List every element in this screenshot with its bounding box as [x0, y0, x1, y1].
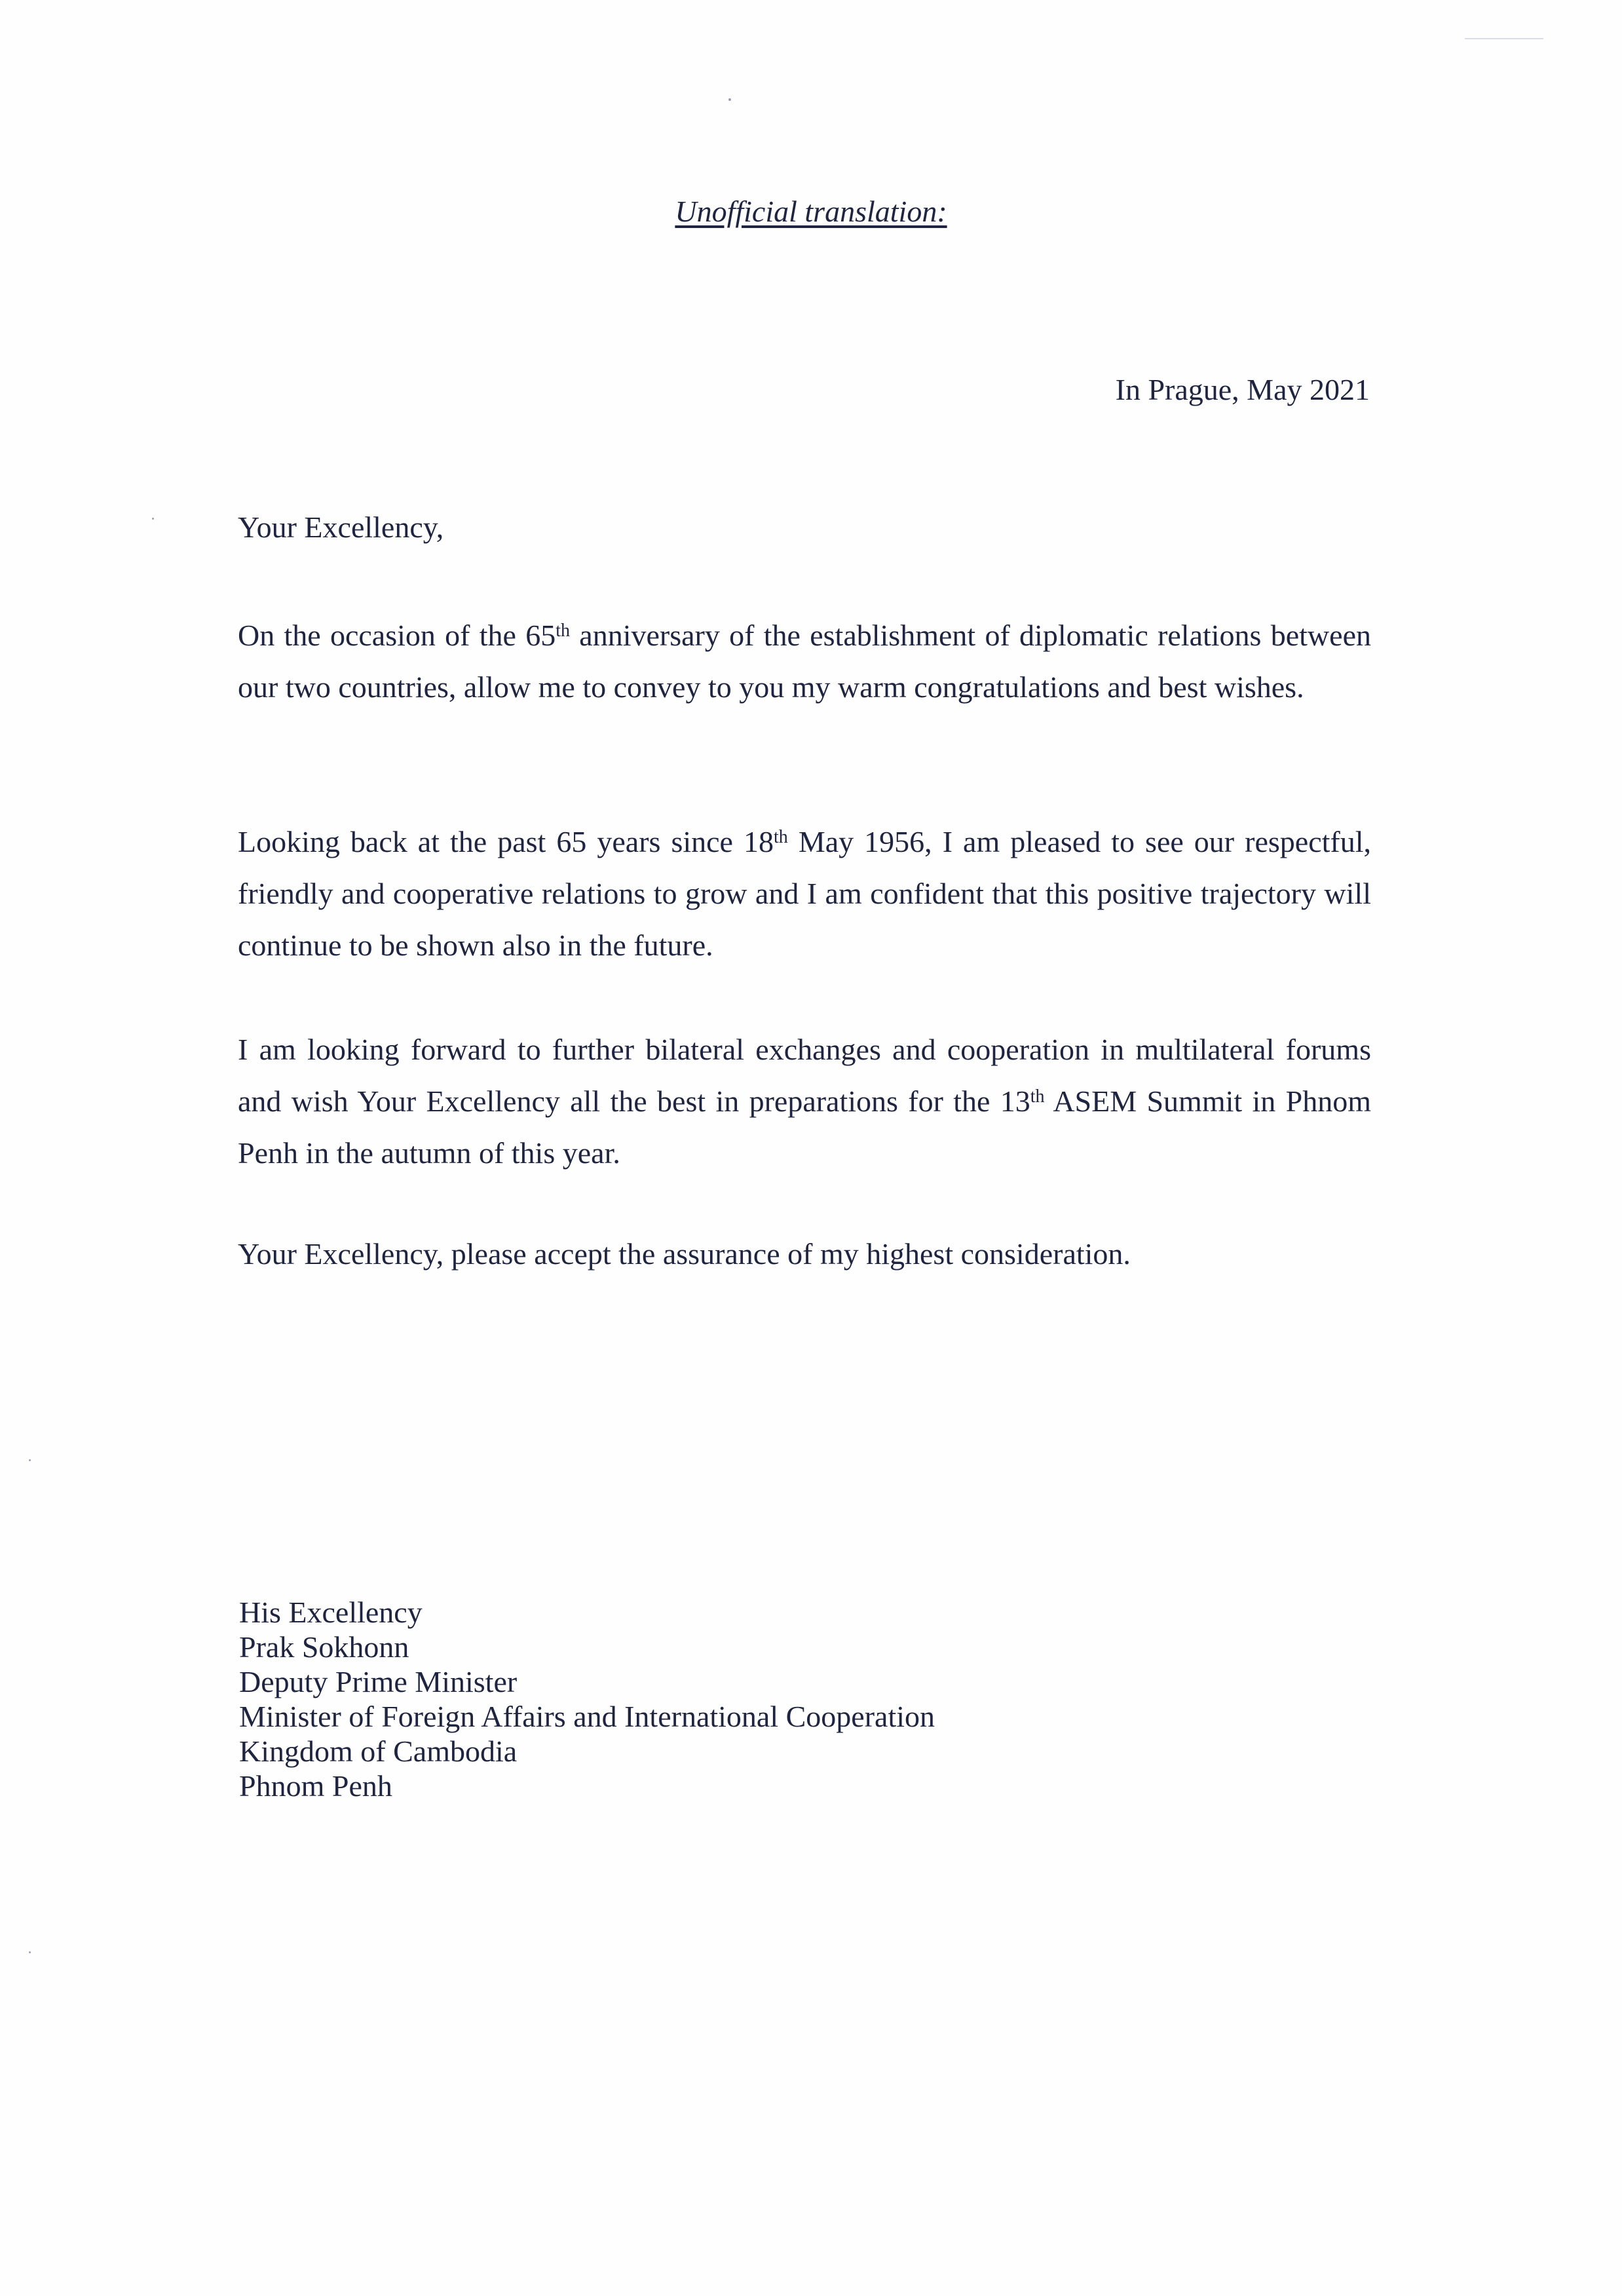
paragraph-text: ASEM Summit in Phnom Penh in the autumn of this year.	[238, 1084, 1371, 1170]
paragraph-text: On the occasion of the 65	[238, 619, 556, 652]
ordinal-suffix: th	[556, 620, 571, 641]
closing-line: Your Excellency, please accept the assurance of my highest consideration.	[238, 1237, 1131, 1271]
scan-speck	[152, 518, 154, 520]
address-line-city: Phnom Penh	[239, 1769, 392, 1803]
salutation: Your Excellency,	[238, 510, 444, 544]
paragraph-text: May 1956, I am pleased to see our respectful, friendly and cooperative relations to grow and I am confident that this positive trajectory will continue to be shown also in the future.	[238, 825, 1372, 962]
scan-speck	[728, 98, 731, 101]
address-line-position: Deputy Prime Minister	[239, 1665, 518, 1698]
ordinal-suffix: th	[774, 826, 788, 847]
recipient-address-block	[239, 1595, 935, 1803]
address-line-title: His Excellency	[239, 1596, 423, 1629]
scan-speck	[29, 1951, 31, 1953]
dateline: In Prague, May 2021	[1115, 373, 1370, 406]
scan-speck	[29, 1459, 31, 1461]
address-line-ministry: Minister of Foreign Affairs and International Cooperation	[239, 1700, 935, 1733]
paragraph-text: anniversary of the establishment of diplomatic relations between our two countries, allow me to convey to you my warm congratulations and best wishes.	[238, 619, 1371, 704]
scan-artifact	[1465, 38, 1543, 39]
paragraph-text: Looking back at the past 65 years since 18	[238, 825, 774, 858]
paragraph-anniversary	[238, 609, 1371, 713]
address-line-name: Prak Sokhonn	[239, 1630, 409, 1664]
paragraph-relations	[238, 816, 1371, 971]
document-heading: Unofficial translation:	[675, 195, 947, 228]
paragraph-text: I am looking forward to further bilateral exchanges and cooperation in multilateral forums and wish Your Excellency all the best in preparations for the 13	[238, 1033, 1371, 1118]
paragraph-asem-summit	[238, 1024, 1371, 1179]
address-line-country: Kingdom of Cambodia	[239, 1734, 518, 1768]
ordinal-suffix: th	[1030, 1086, 1045, 1107]
